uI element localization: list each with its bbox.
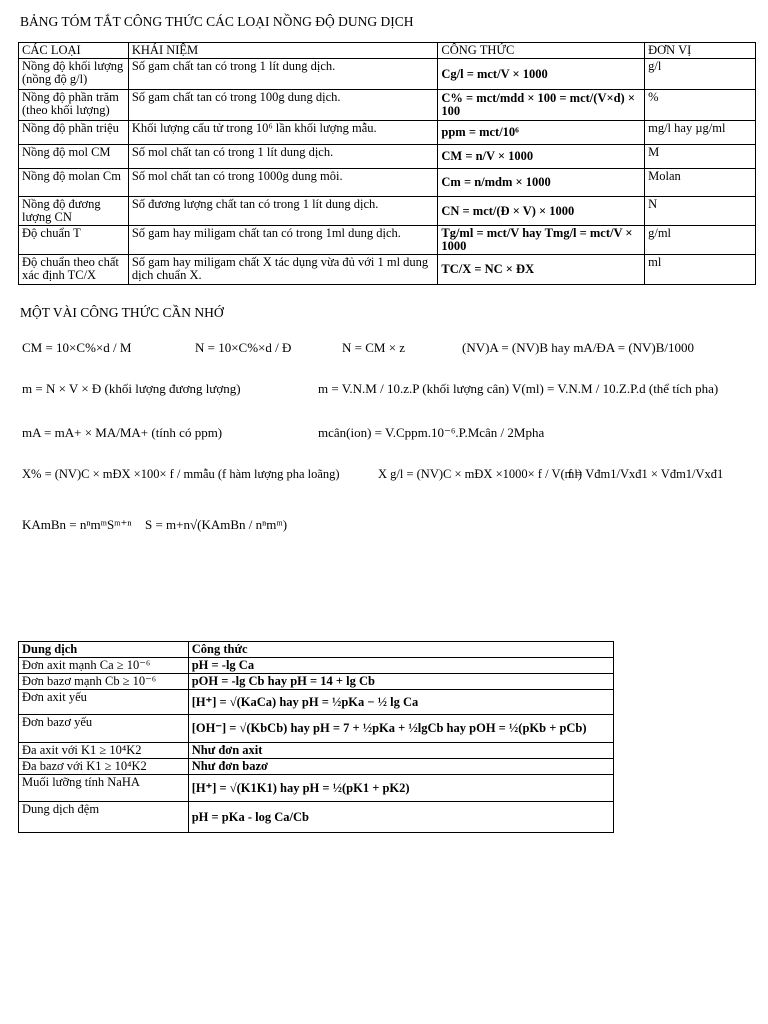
formula-m-can-ion: mcân(ion) = V.Cppm.10⁻⁶.P.Mcân / 2Mpha — [318, 425, 545, 440]
unit-cell: g/ml — [645, 226, 756, 255]
concept-cell: Số mol chất tan có trong 1 lít dung dịch. — [128, 145, 438, 169]
concept-cell: Số mol chất tan có trong 1000g dung môi. — [128, 169, 438, 197]
type-cell: Đa bazơ với K1 ≥ 10⁴K2 — [19, 759, 189, 775]
page-title: BẢNG TÓM TẮT CÔNG THỨC CÁC LOẠI NỒNG ĐỘ DUNG DỊCH — [20, 14, 414, 29]
type-cell: Nồng độ khối lượng (nồng độ g/l) — [19, 59, 129, 90]
formula-cell: Như đơn bazơ — [188, 759, 613, 775]
table-header-row — [19, 642, 614, 658]
unit-cell: mg/l hay µg/ml — [645, 121, 756, 145]
unit-cell: ml — [645, 255, 756, 285]
formula-n-cm: N = CM × z — [342, 340, 406, 355]
type-cell: Đa axit với K1 ≥ 10⁴K2 — [19, 743, 189, 759]
unit-cell: M — [645, 145, 756, 169]
formula-cell: CN = mct/(Đ × V) × 1000 — [438, 197, 645, 226]
formula-cell: CM = n/V × 1000 — [438, 145, 645, 169]
formula-cell: pOH = -lg Cb hay pH = 14 + lg Cb — [188, 674, 613, 690]
table-row — [19, 775, 614, 802]
formula-cm: CM = 10×C%×d / M — [22, 340, 132, 355]
type-cell: Muối lưỡng tính NaHA — [19, 775, 189, 802]
formula-cell: Cm = n/mdm × 1000 — [438, 169, 645, 197]
concentration-table — [18, 42, 756, 285]
table-row — [19, 690, 614, 715]
formula-cell: Tg/ml = mct/V hay Tmg/l = mct/V × 1000 — [438, 226, 645, 255]
header-cell: KHÁI NIỆM — [128, 43, 438, 59]
type-cell: Nồng độ molan Cm — [19, 169, 129, 197]
section-title: MỘT VÀI CÔNG THỨC CẦN NHỚ — [20, 305, 224, 320]
type-cell: Đơn axit yếu — [19, 690, 189, 715]
header-cell: ĐƠN VỊ — [645, 43, 756, 59]
type-cell: Đơn axit mạnh Ca ≥ 10⁻⁶ — [19, 658, 189, 674]
concept-cell: Số gam chất tan có trong 100g dung dịch. — [128, 90, 438, 121]
table-row — [19, 674, 614, 690]
formula-ma: mA = mA+ × MA/MA+ (tính có ppm) — [22, 425, 223, 440]
concept-cell: Khối lượng cấu tử trong 10⁶ lần khối lượng mẫu. — [128, 121, 438, 145]
formula-ksp: KAmBn = nⁿmᵐSᵐ⁺ⁿ — [22, 517, 132, 532]
formula-cell: pH = -lg Ca — [188, 658, 613, 674]
formula-cell: Như đơn axit — [188, 743, 613, 759]
formula-m-weigh: m = V.N.M / 10.z.P (khối lượng cân) — [318, 381, 510, 396]
table-row — [19, 759, 614, 775]
type-cell: Dung dịch đệm — [19, 802, 189, 833]
formula-x-gl: X g/l = (NV)C × mĐX ×1000× f / V(ml) — [378, 467, 582, 481]
table-row — [19, 658, 614, 674]
table-row — [19, 59, 756, 90]
unit-cell: g/l — [645, 59, 756, 90]
unit-cell: % — [645, 90, 756, 121]
header-cell: CÁC LOẠI — [19, 43, 129, 59]
formula-nv: (NV)A = (NV)B hay mA/ĐA = (NV)B/1000 — [462, 340, 695, 355]
header-cell: Dung dịch — [19, 642, 189, 658]
unit-cell: Molan — [645, 169, 756, 197]
concept-cell: Số gam hay miligam chất tan có trong 1ml dung dịch. — [128, 226, 438, 255]
formula-cell: [H⁺] = √(KaCa) hay pH = ½pKa − ½ lg Ca — [188, 690, 613, 715]
table-row — [19, 802, 614, 833]
unit-cell: N — [645, 197, 756, 226]
type-cell: Nồng độ mol CM — [19, 145, 129, 169]
concept-cell: Số gam hay miligam chất X tác dụng vừa đủ với 1 ml dung dịch chuẩn X. — [128, 255, 438, 285]
formula-cell: [H⁺] = √(K1K1) hay pH = ½(pK1 + pK2) — [188, 775, 613, 802]
table-row — [19, 169, 756, 197]
formula-cell: ppm = mct/10⁶ — [438, 121, 645, 145]
formula-v-ml: V(ml) = V.N.M / 10.Z.P.d (thể tích pha) — [512, 381, 719, 396]
formula-n: N = 10×C%×d / Đ — [195, 340, 292, 355]
type-cell: Đơn bazơ yếu — [19, 715, 189, 743]
formula-cell: [OH⁻] = √(KbCb) hay pH = 7 + ½pKa + ½lgCb hay pOH = ½(pKb + pCb) — [188, 715, 613, 743]
ph-table — [18, 641, 614, 833]
type-cell: Nồng độ đương lượng CN — [19, 197, 129, 226]
formula-s: S = m+n√(KAmBn / nⁿmᵐ) — [145, 517, 288, 532]
table-row — [19, 145, 756, 169]
formula-m-equivalent: m = N × V × Đ (khối lượng đương lượng) — [22, 381, 241, 396]
formula-cell: Cg/l = mct/V × 1000 — [438, 59, 645, 90]
table-row — [19, 197, 756, 226]
table-row — [19, 255, 756, 285]
formula-cell: TC/X = NC × ĐX — [438, 255, 645, 285]
table-row — [19, 715, 614, 743]
type-cell: Độ chuẩn theo chất xác định TC/X — [19, 255, 129, 285]
header-cell: Công thức — [188, 642, 613, 658]
concept-cell: Số gam chất tan có trong 1 lít dung dịch. — [128, 59, 438, 90]
table-row — [19, 743, 614, 759]
header-cell: CÔNG THỨC — [438, 43, 645, 59]
type-cell: Nồng độ phần trăm (theo khối lượng) — [19, 90, 129, 121]
type-cell: Độ chuẩn T — [19, 226, 129, 255]
table-row — [19, 90, 756, 121]
formula-cell: C% = mct/mdd × 100 = mct/(V×d) × 100 — [438, 90, 645, 121]
table-header-row — [19, 43, 756, 59]
formula-cell: pH = pKa - log Ca/Cb — [188, 802, 613, 833]
type-cell: Đơn bazơ mạnh Cb ≥ 10⁻⁶ — [19, 674, 189, 690]
formula-f: f = Vđm1/Vxđ1 × Vđm1/Vxđ1 — [568, 467, 724, 481]
concept-cell: Số đương lượng chất tan có trong 1 lít dung dịch. — [128, 197, 438, 226]
type-cell: Nồng độ phần triệu — [19, 121, 129, 145]
table-row — [19, 121, 756, 145]
formula-x-percent: X% = (NV)C × mĐX ×100× f / mmẫu (f hàm lượng pha loãng) — [22, 467, 340, 481]
table-row — [19, 226, 756, 255]
